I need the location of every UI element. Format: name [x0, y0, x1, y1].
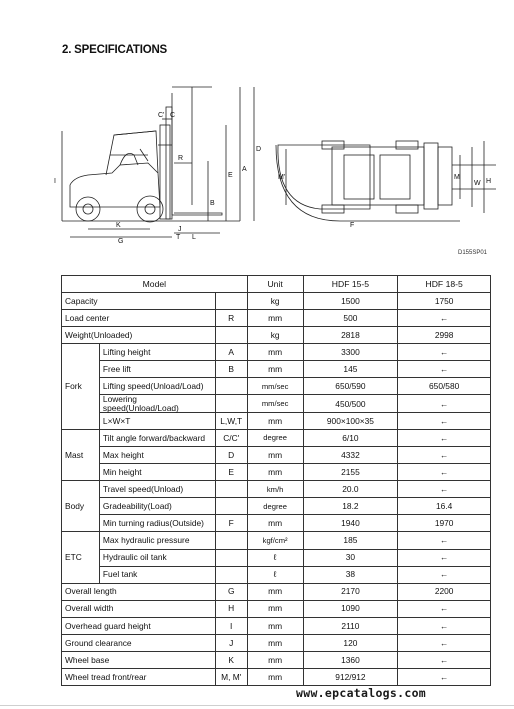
value-hdf15-5: 2110 [303, 617, 398, 634]
label-m: M [454, 174, 460, 181]
row-unit: kg [247, 293, 303, 310]
row-code [215, 566, 247, 583]
row-item-label: Wheel tread front/rear [62, 668, 216, 685]
row-code [215, 549, 247, 566]
header-hdf15-5: HDF 15-5 [303, 276, 398, 293]
value-hdf15-5: 4332 [303, 447, 398, 464]
forklift-dimension-diagram [40, 85, 508, 260]
value-hdf15-5: 145 [303, 361, 398, 378]
row-unit: mm [247, 447, 303, 464]
row-code [215, 498, 247, 515]
row-unit: kg [247, 327, 303, 344]
value-hdf15-5: 2155 [303, 464, 398, 481]
value-hdf18-5: ← [398, 430, 491, 447]
value-hdf18-5: 2200 [398, 583, 491, 600]
bottom-rule [0, 705, 514, 706]
value-hdf15-5: 20.0 [303, 481, 398, 498]
row-item-label: Lowering speed(Unload/Load) [99, 395, 215, 413]
value-hdf15-5: 450/500 [303, 395, 398, 413]
table-row [62, 600, 491, 617]
row-code: G [215, 583, 247, 600]
row-unit: mm [247, 651, 303, 668]
row-item-label: Lifting speed(Unload/Load) [99, 378, 215, 395]
value-hdf18-5: ← [398, 310, 491, 327]
table-row [62, 413, 491, 430]
row-item-label: Lifting height [99, 344, 215, 361]
row-unit: mm/sec [247, 378, 303, 395]
row-item-label: Overall width [62, 600, 216, 617]
row-unit: ℓ [247, 549, 303, 566]
row-code [215, 327, 247, 344]
row-item-label: Min height [99, 464, 215, 481]
row-unit: mm [247, 617, 303, 634]
row-item-label: Weight(Unloaded) [62, 327, 216, 344]
row-code [215, 395, 247, 413]
value-hdf18-5: ← [398, 361, 491, 378]
value-hdf18-5: ← [398, 549, 491, 566]
value-hdf15-5: 2170 [303, 583, 398, 600]
table-row [62, 378, 491, 395]
row-unit: degree [247, 498, 303, 515]
row-unit: mm [247, 668, 303, 685]
row-code: M, M' [215, 668, 247, 685]
value-hdf18-5: 650/580 [398, 378, 491, 395]
value-hdf15-5: 2818 [303, 327, 398, 344]
table-row [62, 327, 491, 344]
label-b: B [210, 200, 215, 207]
row-code: A [215, 344, 247, 361]
table-row [62, 310, 491, 327]
table-row [62, 566, 491, 583]
row-code: L,W,T [215, 413, 247, 430]
label-k: K [116, 222, 121, 229]
row-unit: mm [247, 344, 303, 361]
value-hdf18-5: ← [398, 566, 491, 583]
row-code: H [215, 600, 247, 617]
label-m-prime: M' [278, 174, 286, 181]
row-item-label: Hydraulic oil tank [99, 549, 215, 566]
row-code: D [215, 447, 247, 464]
row-code: E [215, 464, 247, 481]
row-group-label: Body [62, 481, 100, 532]
forklift-body [70, 163, 160, 207]
row-unit: mm [247, 464, 303, 481]
label-h: H [486, 178, 492, 185]
value-hdf15-5: 6/10 [303, 430, 398, 447]
row-item-label: Fuel tank [99, 566, 215, 583]
table-row [62, 532, 491, 549]
row-unit: ℓ [247, 566, 303, 583]
label-r: R [178, 155, 184, 162]
row-item-label: Tilt angle forward/backward [99, 430, 215, 447]
value-hdf15-5: 650/590 [303, 378, 398, 395]
value-hdf15-5: 500 [303, 310, 398, 327]
table-row [62, 395, 491, 413]
row-code [215, 293, 247, 310]
row-item-label: Overhead guard height [62, 617, 216, 634]
row-item-label: Load center [62, 310, 216, 327]
header-model: Model [62, 276, 248, 293]
table-row [62, 668, 491, 685]
value-hdf18-5: ← [398, 600, 491, 617]
row-item-label: Max hydraulic pressure [99, 532, 215, 549]
row-unit: mm [247, 515, 303, 532]
table-row [62, 549, 491, 566]
mast [160, 125, 170, 219]
row-unit: mm [247, 600, 303, 617]
header-unit: Unit [247, 276, 303, 293]
label-d: D [256, 146, 262, 153]
watermark-url[interactable]: www.epcatalogs.com [296, 686, 427, 700]
row-item-label: Travel speed(Unload) [99, 481, 215, 498]
value-hdf15-5: 900×100×35 [303, 413, 398, 430]
header-hdf18-5: HDF 18-5 [398, 276, 491, 293]
row-code: K [215, 651, 247, 668]
label-i: I [54, 178, 56, 185]
value-hdf18-5: ← [398, 668, 491, 685]
row-item-label: Overall length [62, 583, 216, 600]
table-row [62, 430, 491, 447]
value-hdf18-5: 1750 [398, 293, 491, 310]
table-row [62, 447, 491, 464]
row-code: I [215, 617, 247, 634]
value-hdf18-5: ← [398, 617, 491, 634]
row-unit: mm [247, 361, 303, 378]
label-c: C [170, 112, 176, 119]
row-unit: km/h [247, 481, 303, 498]
value-hdf15-5: 1500 [303, 293, 398, 310]
row-item-label: Wheel base [62, 651, 216, 668]
table-row [62, 617, 491, 634]
table-row [62, 515, 491, 532]
value-hdf15-5: 185 [303, 532, 398, 549]
specifications-table [61, 275, 491, 686]
label-j: J [178, 226, 182, 233]
row-item-label: Free lift [99, 361, 215, 378]
row-item-label: Max height [99, 447, 215, 464]
label-a: A [242, 166, 247, 173]
diagram-code: D155SP01 [458, 250, 488, 256]
row-code [215, 378, 247, 395]
table-row [62, 583, 491, 600]
value-hdf18-5: ← [398, 481, 491, 498]
value-hdf18-5: ← [398, 413, 491, 430]
value-hdf15-5: 1360 [303, 651, 398, 668]
row-item-label: Ground clearance [62, 634, 216, 651]
value-hdf18-5: 1970 [398, 515, 491, 532]
page-heading: 2. SPECIFICATIONS [62, 44, 168, 56]
value-hdf15-5: 38 [303, 566, 398, 583]
table-row [62, 498, 491, 515]
row-item-label: Capacity [62, 293, 216, 310]
table-row [62, 464, 491, 481]
row-unit: mm [247, 583, 303, 600]
value-hdf18-5: ← [398, 634, 491, 651]
row-unit: mm [247, 310, 303, 327]
value-hdf15-5: 3300 [303, 344, 398, 361]
row-item-label: L×W×T [99, 413, 215, 430]
value-hdf18-5: ← [398, 447, 491, 464]
row-group-label: Mast [62, 430, 100, 481]
value-hdf15-5: 30 [303, 549, 398, 566]
row-code: B [215, 361, 247, 378]
label-t: T [176, 234, 181, 241]
table-row [62, 361, 491, 378]
row-unit: degree [247, 430, 303, 447]
table-header-row [62, 276, 491, 293]
value-hdf18-5: ← [398, 532, 491, 549]
row-code: R [215, 310, 247, 327]
value-hdf15-5: 120 [303, 634, 398, 651]
value-hdf15-5: 18.2 [303, 498, 398, 515]
row-unit: mm [247, 413, 303, 430]
table-row [62, 344, 491, 361]
row-unit: mm [247, 634, 303, 651]
table-row [62, 481, 491, 498]
value-hdf15-5: 912/912 [303, 668, 398, 685]
row-code: C/C' [215, 430, 247, 447]
row-unit: kgf/cm² [247, 532, 303, 549]
value-hdf18-5: 2998 [398, 327, 491, 344]
label-f: F [350, 222, 355, 229]
row-code: F [215, 515, 247, 532]
row-unit: mm/sec [247, 395, 303, 413]
value-hdf18-5: ← [398, 395, 491, 413]
row-item-label: Gradeability(Load) [99, 498, 215, 515]
table-row [62, 634, 491, 651]
row-group-label: ETC [62, 532, 100, 583]
label-g: G [118, 238, 124, 245]
value-hdf18-5: ← [398, 344, 491, 361]
row-item-label: Min turning radius(Outside) [99, 515, 215, 532]
row-group-label: Fork [62, 344, 100, 430]
label-e: E [228, 172, 233, 179]
row-code [215, 532, 247, 549]
value-hdf15-5: 1940 [303, 515, 398, 532]
label-l: L [192, 234, 196, 241]
table-row [62, 293, 491, 310]
table-row [62, 651, 491, 668]
value-hdf18-5: ← [398, 464, 491, 481]
value-hdf15-5: 1090 [303, 600, 398, 617]
row-code [215, 481, 247, 498]
row-code: J [215, 634, 247, 651]
value-hdf18-5: ← [398, 651, 491, 668]
value-hdf18-5: 16.4 [398, 498, 491, 515]
label-w: W [474, 180, 481, 187]
label-c-prime: C' [158, 112, 165, 119]
